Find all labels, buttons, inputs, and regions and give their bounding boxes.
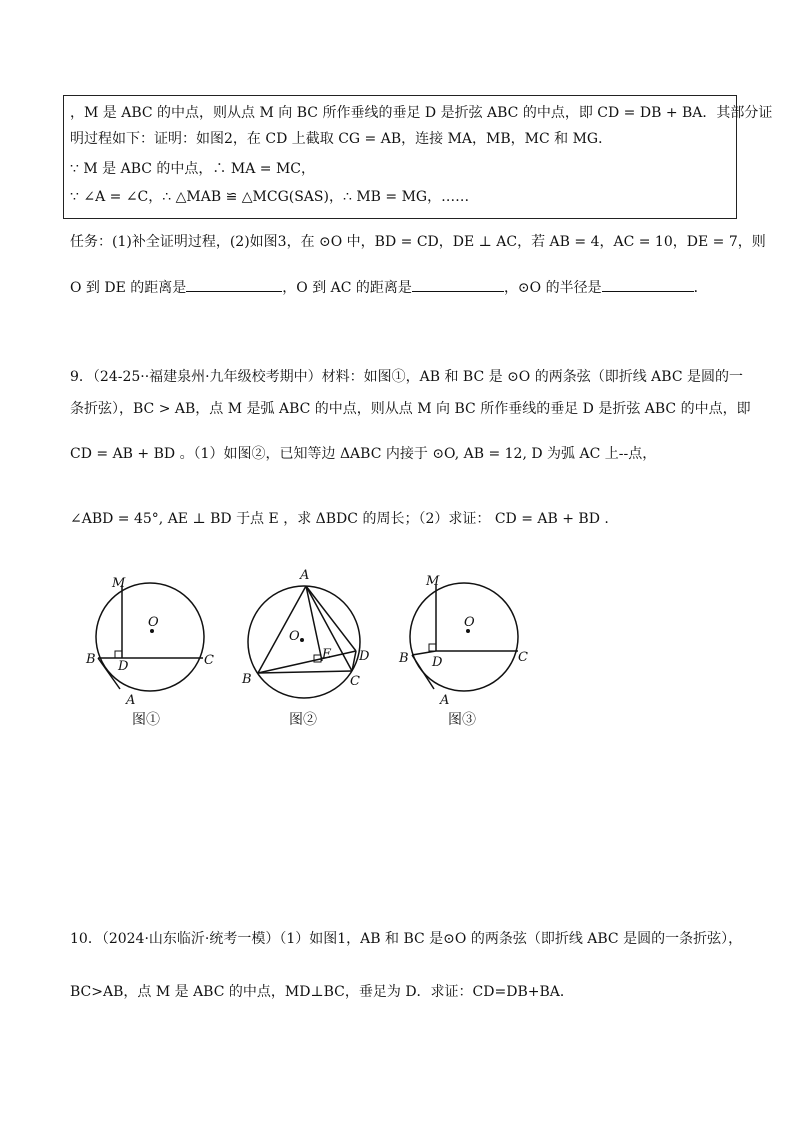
q9-angle-cond: ∠ABD = 45°, AE ⊥ BD	[70, 511, 232, 527]
q9-text-5: 于点	[236, 511, 265, 527]
proof-line-2: 明过程如下：证明：如图2，在 CD 上截取 CG = AB，连接 MA，MB，MC 和 MG．	[70, 131, 613, 147]
fig3-label-c: C	[518, 650, 528, 665]
q9-text-2: 内接于	[385, 446, 428, 462]
q9-line-2: 条折弦），BC > AB，点 M 是弧 ABC 的中点，则从点 M 向 BC 所作垂线的垂足 D 是折弦 ABC 的中点，即	[70, 401, 751, 417]
fig1-label-b: B	[86, 652, 96, 667]
q9-line-3	[70, 445, 656, 463]
fig2-label-d: D	[359, 649, 370, 664]
fig1-label-a: A	[126, 693, 136, 708]
q9-circle-eq: ⊙O, AB = 12, D	[432, 446, 543, 462]
proof-line-1: ，M 是 ABC 的中点，则从点 M 向 BC 所作垂线的垂足 D 是折弦 ABC 的中点，即 CD = DB + BA．其部分证	[70, 105, 773, 121]
fig3-label-m: M	[426, 574, 440, 589]
task-period: ．	[693, 280, 708, 296]
fig2-label-c: C	[350, 674, 360, 689]
fig1-label-o: O	[148, 615, 159, 630]
answer-blank-3[interactable]	[602, 278, 694, 292]
q9-line-1: 9．（24-25··福建泉州·九年级校考期中）材料：如图①，AB 和 BC 是 ⊙O 的两条弦（即折线 ABC 是圆的一	[70, 369, 744, 385]
q9-eq-1: CD = AB + BD	[70, 446, 176, 462]
task-q2-text: ，O 到 AC 的距离是	[282, 280, 412, 296]
q9-text-7: 的周长；（2）求证：	[362, 511, 491, 527]
q10-line-1: 10．（2024·山东临沂·统考一模）（1）如图1，AB 和 BC 是⊙O 的两条弦（即折线 ABC 是圆的一条折弦），	[70, 931, 743, 947]
figure-3	[398, 565, 548, 709]
q9-triangle-bdc: ΔBDC	[315, 511, 358, 527]
fig1-label-m: M	[112, 576, 126, 591]
q9-triangle: ΔABC	[339, 446, 382, 462]
fig3-label-d: D	[432, 655, 443, 670]
figure-2	[238, 565, 378, 709]
q9-point-e: E	[268, 511, 279, 527]
q9-arc: AC	[579, 446, 601, 462]
task-q1-text: O 到 DE 的距离是	[70, 280, 187, 296]
answer-blank-1[interactable]	[186, 278, 282, 292]
q9-end: .	[604, 511, 609, 527]
proof-line-4: ∵ ∠A = ∠C，∴ △MAB ≌ △MCG(SAS)，∴ MB = MG，……	[70, 189, 470, 205]
q10-line-2: BC>AB，点 M 是 ABC 的中点，MD⊥BC，垂足为 D．求证：CD=DB+BA．	[70, 984, 574, 1000]
task-line-1: 任务：(1)补全证明过程，(2)如图3，在 ⊙O 中，BD = CD，DE ⊥ AC，若 AB = 4，AC = 10，DE = 7，则	[70, 234, 766, 250]
answer-blank-2[interactable]	[412, 278, 504, 292]
q9-text-1: 。（1）如图②，已知等边	[179, 446, 336, 462]
fig1-label-d: D	[118, 659, 129, 674]
q9-text-6: ，求	[283, 511, 312, 527]
fig3-label-b: B	[399, 651, 409, 666]
fig2-label-e: E	[322, 647, 332, 662]
fig2-label-a: A	[300, 568, 310, 583]
fig3-caption: 图③	[448, 712, 476, 728]
fig2-caption: 图②	[289, 712, 317, 728]
figure-1	[78, 565, 228, 709]
fig2-label-b: B	[242, 672, 252, 687]
fig3-label-o: O	[464, 615, 475, 630]
q9-text-4: 上--点，	[604, 446, 657, 462]
fig3-label-a: A	[440, 693, 450, 708]
q9-text-3: 为弧	[547, 446, 576, 462]
q9-line-4	[70, 510, 609, 528]
task-line-2	[70, 278, 708, 297]
fig1-caption: 图①	[132, 712, 160, 728]
fig1-label-c: C	[204, 653, 214, 668]
fig2-label-o: O	[289, 629, 300, 644]
q9-eq-2: CD = AB + BD	[494, 511, 600, 527]
proof-line-3: ∵ M 是 ABC 的中点，∴ MA = MC，	[70, 161, 315, 177]
task-q3-text: ，⊙O 的半径是	[503, 280, 602, 296]
